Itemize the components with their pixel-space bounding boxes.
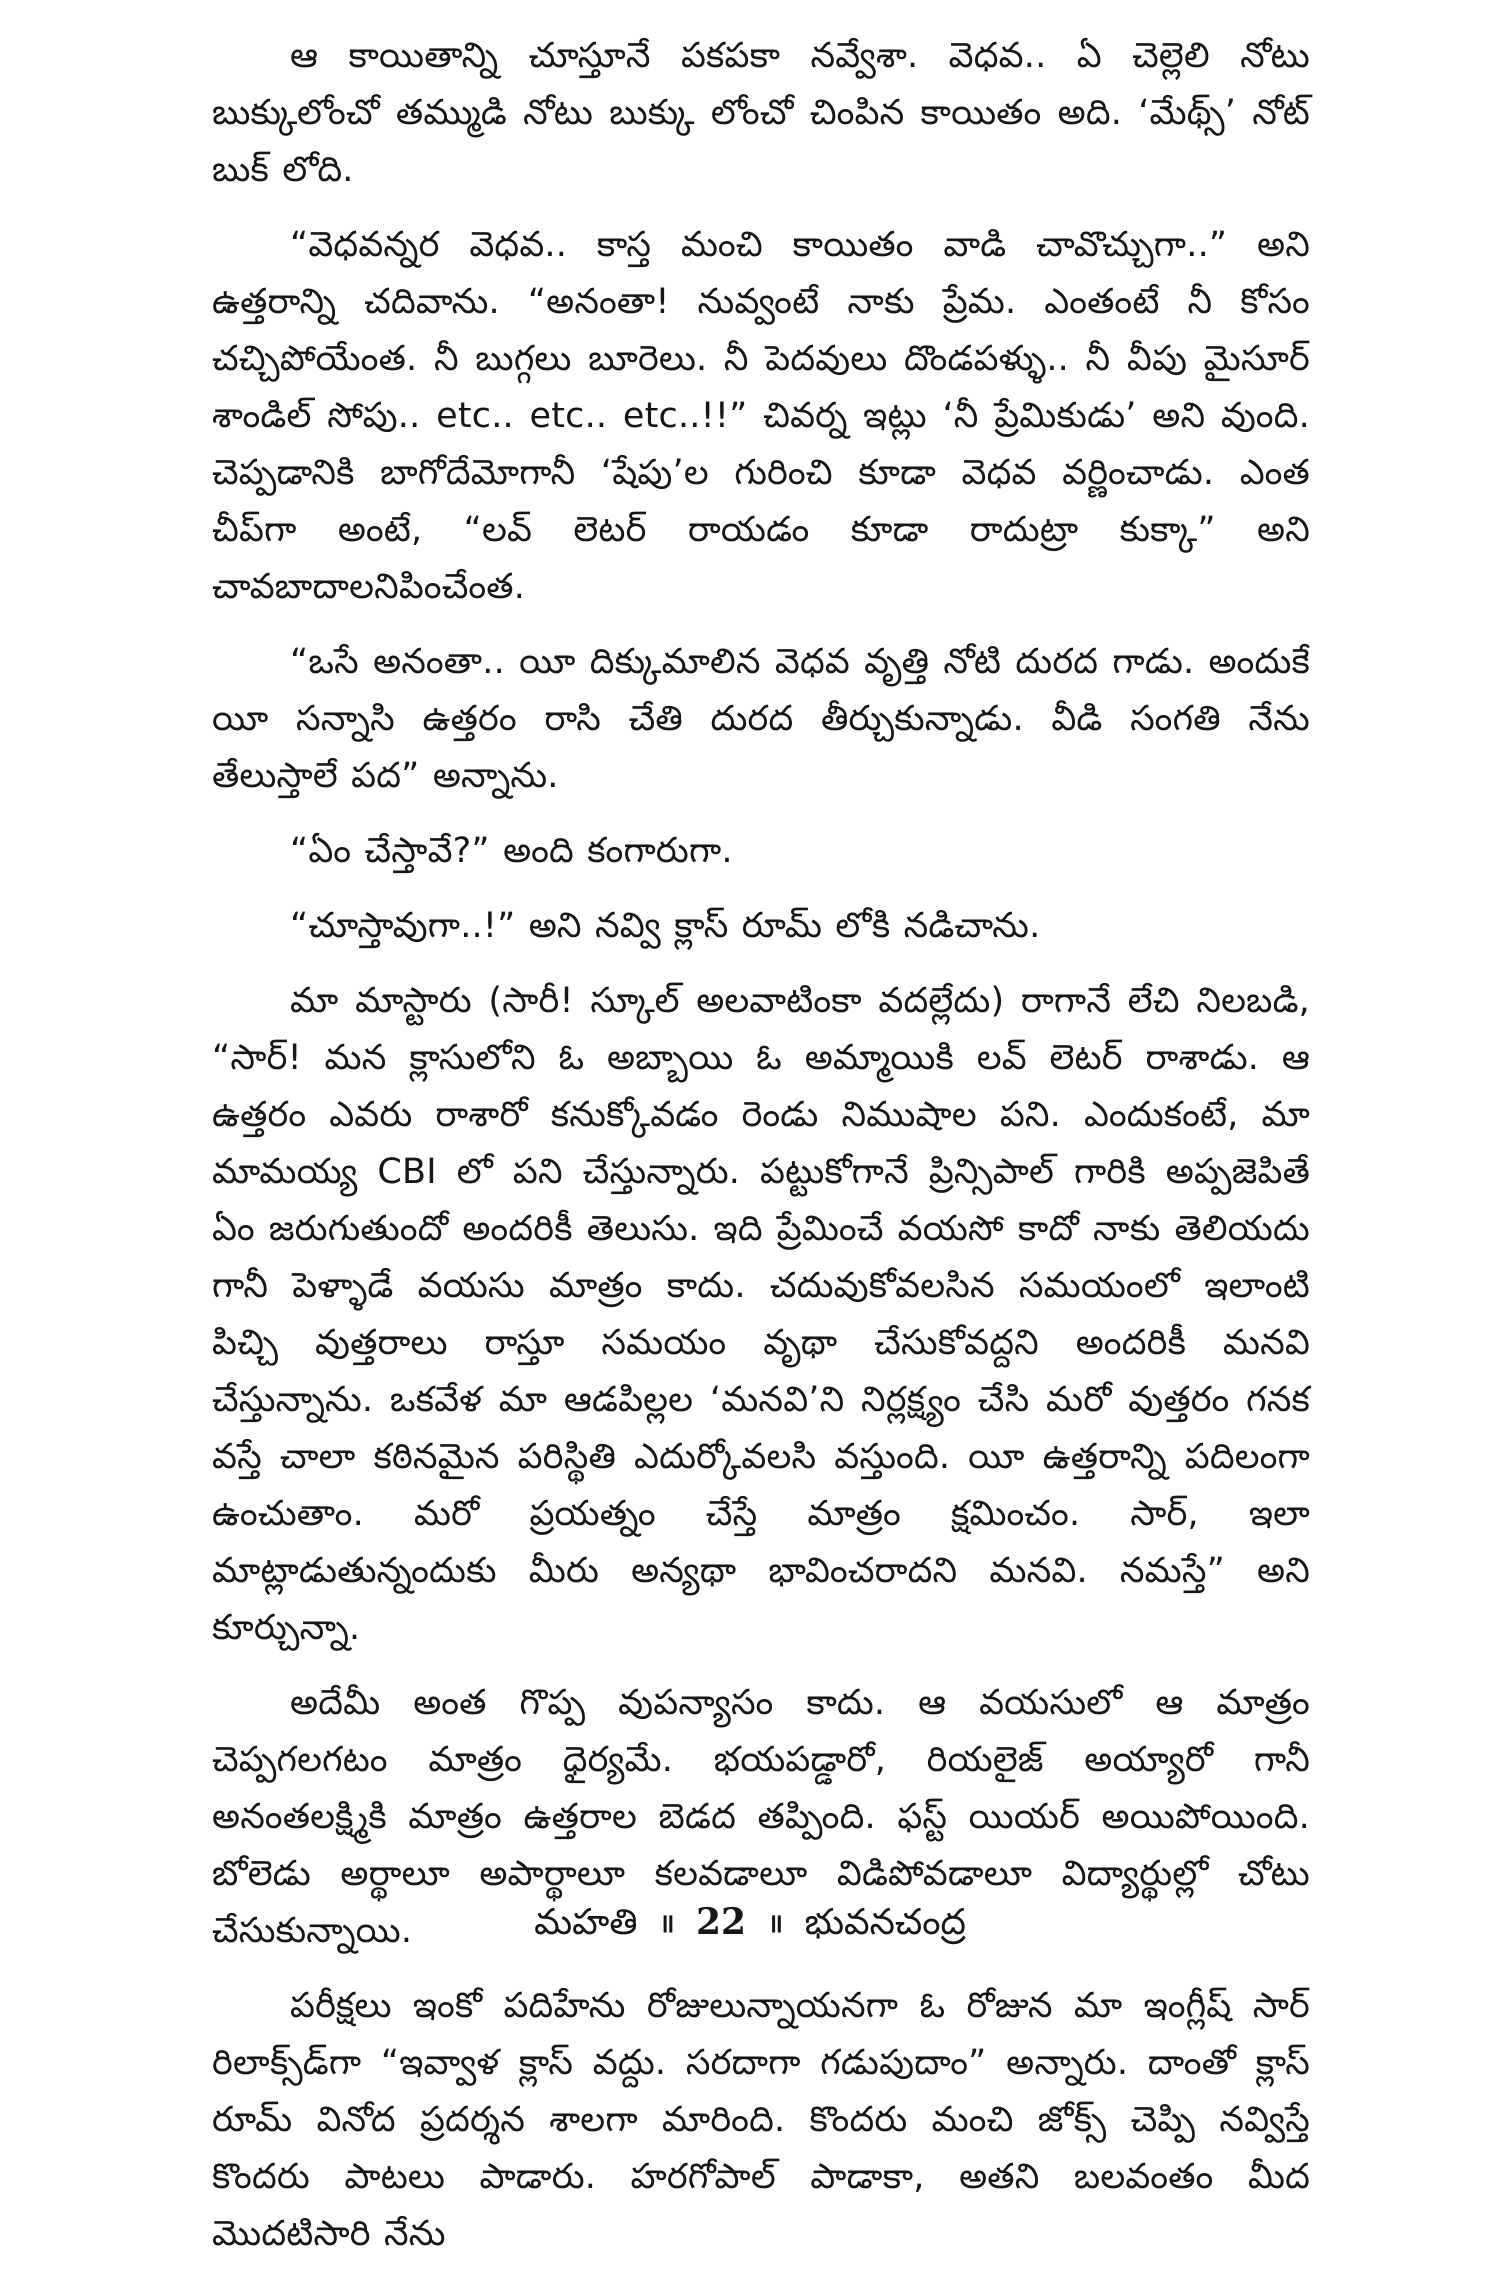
paragraph-4: “ఏం చేస్తావే?” అంది కంగారుగా. [290, 831, 733, 871]
footer-separator-right: ॥ [767, 1909, 784, 1939]
paragraph-8: పరీక్షలు ఇంకో పదిహేను రోజులున్నాయనగా ఓ రోజున మా ఇంగ్లీష్ సార్ రిలాక్స్‌డ్‌గా “ఇవ్వాళ క్లాస్ వద్దు. సరదాగా గడుపుదాం” అన్నారు. దాంతో క్లాస్ రూమ్ వినోద ప్రదర్శన శాలగా మారింది. కొందరు మంచి జోక్స్ చెప్పి నవ్విస్తే కొందరు పాటలు పాడారు. హరగోపాల్ పాడాకా, అతని బలవంతం మీద మొదటిసారి నేను [212, 1986, 1310, 2254]
paragraph-7: అదేమీ అంత గొప్ప వుపన్యాసం కాదు. ఆ వయసులో ఆ మాత్రం చెప్పగలగటం మాత్రం ధైర్యమే. భయపడ్డారో, రియలైజ్ అయ్యారో గానీ అనంతలక్ష్మికి మాత్రం ఉత్తరాల బెడద తప్పింది. ఫస్ట్ యియర్ అయిపోయింది. బోలెడు అర్థాలూ అపార్థాలూ కలవడాలూ విడిపోవడాలూ విద్యార్థుల్లో చోటు చేసుకున్నాయి. [212, 1683, 1310, 1951]
footer-separator-left: ॥ [658, 1909, 675, 1939]
paragraph-5: “చూస్తావుగా..!” అని నవ్వి క్లాస్ రూమ్ లోకి నడిచాను. [290, 906, 1041, 946]
page-number: 22 [695, 1901, 747, 1943]
paragraph-6: మా మాస్టారు (సారీ! స్కూల్ అలవాటింకా వదల్లేదు) రాగానే లేచి నిలబడి, “సార్! మన క్లాసులోని ఓ అబ్బాయి ఓ అమ్మాయికి లవ్ లెటర్ రాశాడు. ఆ ఉత్తరం ఎవరు రాశారో కనుక్కోవడం రెండు నిముషాల పని. ఎందుకంటే, మా మామయ్య CBI లో పని చేస్తున్నారు. పట్టుకోగానే ప్రిన్సిపాల్ గారికి అప్పజెపితే ఏం జరుగుతుందో అందరికీ తెలుసు. ఇది ప్రేమించే వయసో కాదో నాకు తెలియదు గానీ పెళ్ళాడే వయసు మాత్రం కాదు. చదువుకోవలసిన సమయంలో ఇలాంటి పిచ్చి వుత్తరాలు రాస్తూ సమయం వృథా చేసుకోవద్దని అందరికీ మనవి చేస్తున్నాను. ఒకవేళ మా ఆడపిల్లల ‘మనవి’ని నిర్లక్ష్యం చేసి మరో వుత్తరం గనక వస్తే చాలా కఠినమైన పరిస్థితి ఎదుర్కోవలసి వస్తుంది. యీ ఉత్తరాన్ని పదిలంగా ఉంచుతాం. మరో ప్రయత్నం చేస్తే మాత్రం క్షమించం. సార్, ఇలా మాట్లాడుతున్నందుకు మీరు అన్యథా భావించరాదని మనవి. నమస్తే” అని కూర్చున్నా. [212, 981, 1310, 1648]
page-footer [0, 1898, 1500, 1948]
paragraph-2: “వెధవన్నర వెధవ.. కాస్త మంచి కాయితం వాడి చావొచ్చుగా..” అని ఉత్తరాన్ని చదివాను. “అనంతా! నువ్వంటే నాకు ప్రేమ. ఎంతంటే నీ కోసం చచ్చిపోయేంత. నీ బుగ్గలు బూరెలు. నీ పెదవులు దొండపళ్ళు.. నీ వీపు మైసూర్ శాండిల్ సోపు.. etc.. etc.. etc..!!” చివర్న ఇట్లు ‘నీ ప్రేమికుడు’ అని వుంది. చెప్పడానికి బాగోదేమోగానీ ‘షేపు’ల గురించి కూడా వెధవ వర్ణించాడు. ఎంత చీప్‌గా అంటే, “లవ్ లెటర్ రాయడం కూడా రాదుట్రా కుక్కా” అని చావబాదాలనిపించేంత. [212, 225, 1310, 607]
footer-author: భువనచంద్ర [804, 1902, 966, 1943]
paragraph-1: ఆ కాయితాన్ని చూస్తూనే పకపకా నవ్వేశా. వెధవ.. ఏ చెల్లెలి నోటు బుక్కులోంచో తమ్ముడి నోటు బుక్కు లోంచో చింపిన కాయితం అది. ‘మేథ్స్’ నోట్ బుక్ లోది. [212, 36, 1310, 190]
footer-book-title: మహతి [534, 1902, 638, 1943]
paragraph-3: “ఒసే అనంతా.. యీ దిక్కుమాలిన వెధవ వృత్తి నోటి దురద గాడు. అందుకే యీ సన్నాసి ఉత్తరం రాసి చేతి దురద తీర్చుకున్నాడు. వీడి సంగతి నేను తేలుస్తాలే పద” అన్నాను. [212, 642, 1310, 796]
